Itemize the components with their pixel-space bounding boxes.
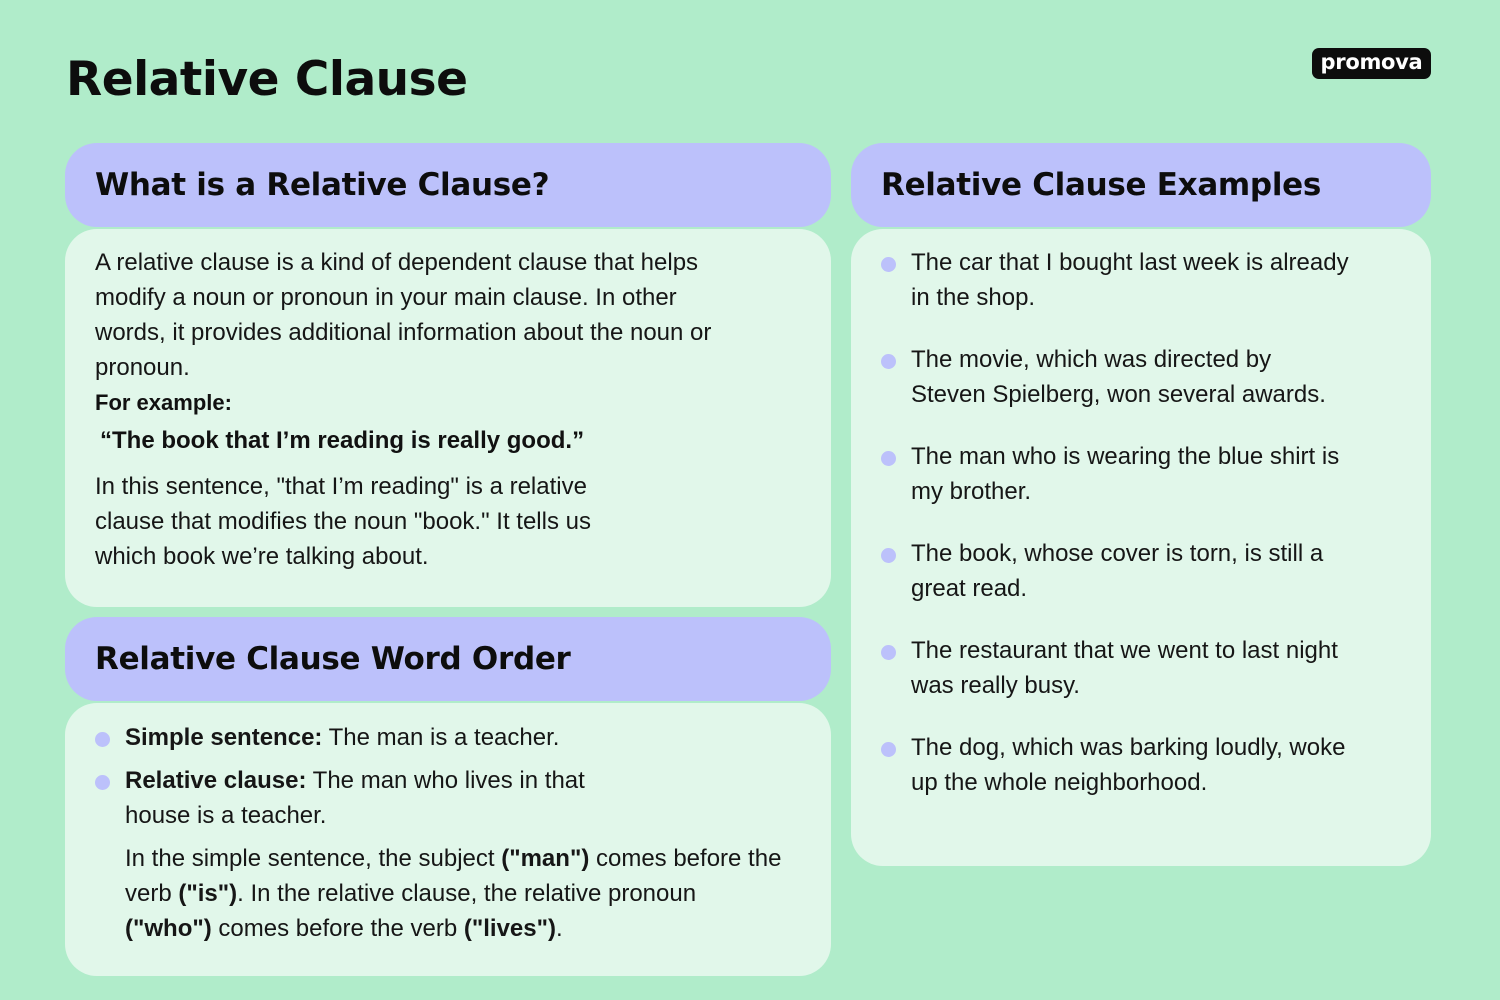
word-order-heading: Relative Clause Word Order bbox=[95, 641, 571, 677]
note-text: comes before the verb bbox=[125, 845, 782, 907]
examples-header bbox=[851, 143, 1431, 227]
list-item bbox=[95, 763, 655, 833]
word-order-list bbox=[95, 720, 801, 833]
bullet-dot bbox=[95, 732, 110, 747]
word-order-note bbox=[95, 841, 785, 946]
example-text: The movie, which was directed by Steven Spielberg, won several awards. bbox=[911, 346, 1326, 408]
bullet-dot bbox=[881, 354, 896, 369]
examples-list bbox=[881, 245, 1401, 800]
note-emphasis: ("is") bbox=[178, 880, 238, 907]
example-quote: “The book that I’m reading is really good.” bbox=[100, 427, 585, 454]
word-order-body bbox=[65, 703, 831, 976]
example-text: The restaurant that we went to last night was really busy. bbox=[911, 637, 1338, 699]
item-label: Simple sentence: bbox=[125, 724, 323, 751]
word-order-card bbox=[65, 617, 831, 976]
examples-card bbox=[851, 143, 1431, 866]
definition-text: A relative clause is a kind of dependent clause that helps modify a noun or pronoun in your main clause. In other words, it provides additional information about the noun or pronoun. bbox=[95, 249, 712, 381]
note-text: comes before the verb bbox=[211, 915, 464, 942]
bullet-dot bbox=[881, 257, 896, 272]
bullet-dot bbox=[881, 645, 896, 660]
what-is-header bbox=[65, 143, 831, 227]
example-text: The man who is wearing the blue shirt is my brother. bbox=[911, 443, 1340, 505]
example-text: The book, whose cover is torn, is still a great read. bbox=[911, 540, 1324, 602]
examples-heading: Relative Clause Examples bbox=[881, 167, 1322, 203]
example-label: For example: bbox=[95, 390, 232, 415]
list-item bbox=[881, 633, 1351, 703]
example-explanation: In this sentence, "that I’m reading" is a relative clause that modifies the noun "book." It tells us which book we’re talking about. bbox=[95, 473, 591, 570]
page-title: Relative Clause bbox=[66, 52, 468, 107]
what-is-heading: What is a Relative Clause? bbox=[95, 167, 550, 203]
bullet-dot bbox=[881, 548, 896, 563]
note-text: . In the relative clause, the relative pronoun bbox=[237, 880, 697, 907]
list-item bbox=[881, 730, 1351, 800]
bullet-dot bbox=[95, 775, 110, 790]
what-is-card bbox=[65, 143, 831, 607]
note-text: In the simple sentence, the subject bbox=[125, 845, 502, 872]
what-is-body bbox=[65, 229, 831, 607]
example-text: The dog, which was barking loudly, woke up the whole neighborhood. bbox=[911, 734, 1346, 796]
item-text: The man is a teacher. bbox=[322, 724, 560, 751]
list-item bbox=[881, 536, 1351, 606]
example-text: The car that I bought last week is already in the shop. bbox=[911, 249, 1349, 311]
note-emphasis: ("lives") bbox=[463, 915, 556, 942]
note-emphasis: ("who") bbox=[125, 915, 212, 942]
list-item bbox=[881, 342, 1351, 412]
list-item bbox=[881, 439, 1351, 509]
bullet-dot bbox=[881, 451, 896, 466]
note-text: . bbox=[556, 915, 563, 942]
item-text: The man who lives in that house is a teacher. bbox=[125, 767, 585, 829]
list-item bbox=[95, 720, 655, 755]
bullet-dot bbox=[881, 742, 896, 757]
examples-body bbox=[851, 229, 1431, 866]
word-order-header bbox=[65, 617, 831, 701]
item-label: Relative clause: bbox=[125, 767, 307, 794]
promova-logo: promova bbox=[1312, 48, 1431, 79]
note-emphasis: ("man") bbox=[501, 845, 590, 872]
list-item bbox=[881, 245, 1351, 315]
